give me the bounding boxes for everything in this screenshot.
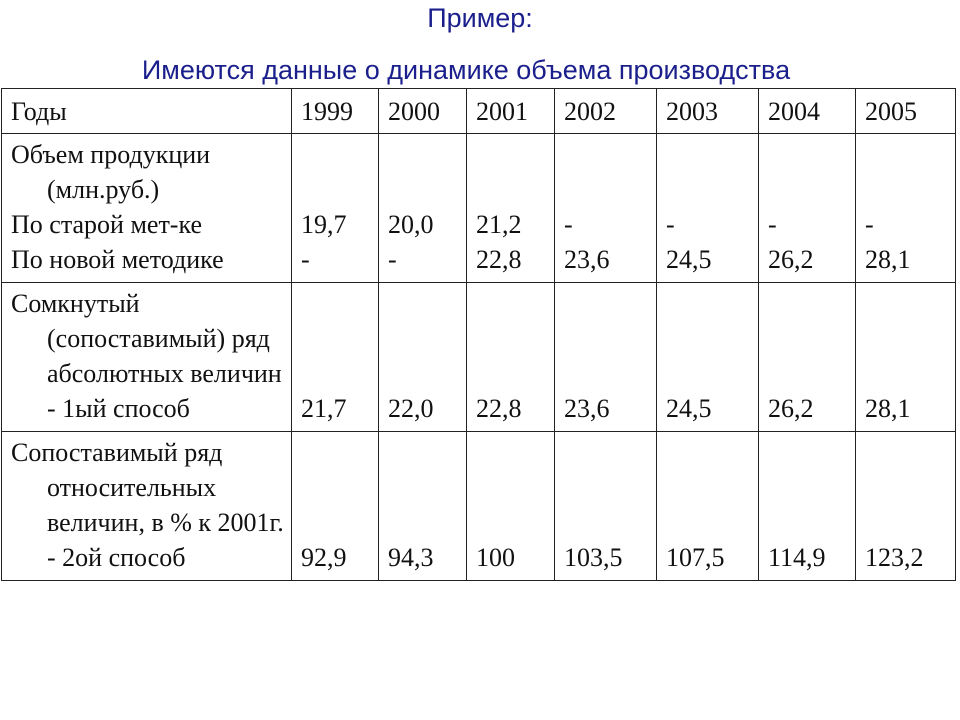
old-method-value: -: [666, 210, 675, 239]
header-label-cell: Годы: [2, 89, 292, 134]
year-header-cell: 2004: [759, 89, 856, 134]
value-cell: 26,2: [759, 283, 856, 432]
value-cell: 103,5: [555, 432, 657, 581]
row-label-absolute-series: Сомкнутый (сопоставимый) ряд абсолютных величин - 1ый способ: [11, 289, 282, 423]
new-method-value: 28,1: [865, 245, 911, 274]
value-cell: [467, 134, 555, 283]
value-cell: 92,9: [292, 432, 379, 581]
production-volume-table: [1, 88, 956, 581]
value-cell: [379, 134, 467, 283]
old-method-value: -: [865, 210, 874, 239]
old-method-value: 21,2: [476, 210, 522, 239]
old-method-value: -: [768, 210, 777, 239]
slide-title: Пример:: [427, 3, 533, 33]
value-cell: 28,1: [856, 283, 956, 432]
value-cell: 94,3: [379, 432, 467, 581]
row-label-new-method: По новой методике: [11, 245, 224, 274]
value-cell: [657, 134, 759, 283]
old-method-value: -: [564, 210, 573, 239]
row-label-cell: [2, 283, 292, 432]
value-cell: [292, 134, 379, 283]
new-method-value: 23,6: [564, 245, 610, 274]
year-header-cell: 2000: [379, 89, 467, 134]
value-cell: 114,9: [759, 432, 856, 581]
value-cell: [759, 134, 856, 283]
table-row-absolute-series: [2, 283, 956, 432]
new-method-value: 22,8: [476, 245, 522, 274]
row-label-old-method: По старой мет-ке: [11, 210, 202, 239]
value-cell: [555, 134, 657, 283]
new-method-value: 26,2: [768, 245, 814, 274]
value-cell: [856, 134, 956, 283]
row-label-relative-series: Сопоставимый ряд относительных величин, в % к 2001г. - 2ой способ: [11, 438, 284, 572]
value-cell: 24,5: [657, 283, 759, 432]
row-label-cell: [2, 432, 292, 581]
new-method-value: 24,5: [666, 245, 712, 274]
value-cell: 21,7: [292, 283, 379, 432]
value-cell: 22,0: [379, 283, 467, 432]
table-row-production: [2, 134, 956, 283]
row-label-cell: [2, 134, 292, 283]
table-row-relative-series: [2, 432, 956, 581]
value-cell: 23,6: [555, 283, 657, 432]
table-header-row: [2, 89, 956, 134]
new-method-value: -: [301, 245, 310, 274]
year-header-cell: 2002: [555, 89, 657, 134]
old-method-value: 19,7: [301, 210, 347, 239]
year-header-cell: 1999: [292, 89, 379, 134]
value-cell: 100: [467, 432, 555, 581]
year-header-cell: 2003: [657, 89, 759, 134]
value-cell: 107,5: [657, 432, 759, 581]
value-cell: 123,2: [856, 432, 956, 581]
year-header-cell: 2001: [467, 89, 555, 134]
slide-subtitle: Имеются данные о динамике объема производства: [141, 55, 791, 85]
new-method-value: -: [388, 245, 397, 274]
old-method-value: 20,0: [388, 210, 434, 239]
row-label-production: Объем продукции (млн.руб.): [11, 140, 211, 204]
value-cell: 22,8: [467, 283, 555, 432]
year-header-cell: 2005: [856, 89, 956, 134]
